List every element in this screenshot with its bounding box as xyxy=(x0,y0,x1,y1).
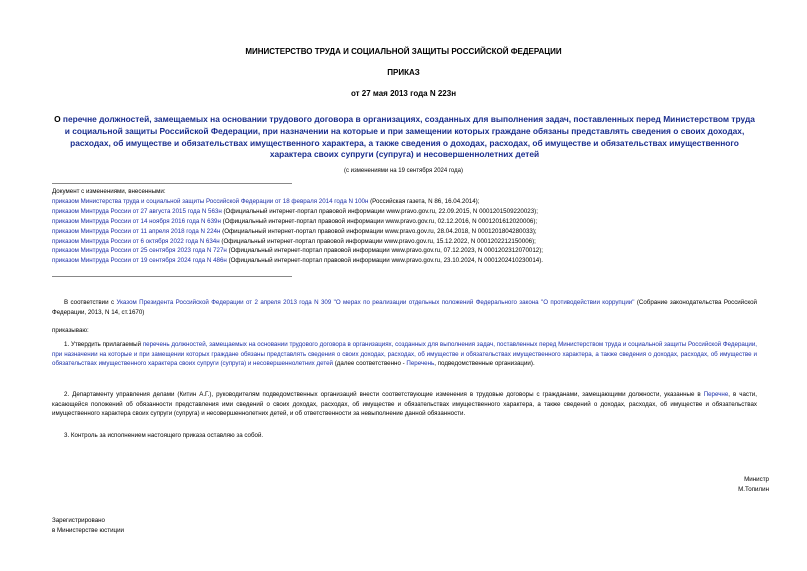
amendment-source: (Официальный интернет-портал правовой информации www.pravo.gov.ru, 02.12.2016, N 0001201612020006); xyxy=(220,217,538,225)
ministry-heading: МИНИСТЕРСТВО ТРУДА И СОЦИАЛЬНОЙ ЗАЩИТЫ РОССИЙСКОЙ ФЕДЕРАЦИИ xyxy=(245,47,562,56)
amendment-source: (Официальный интернет-портал правовой информации www.pravo.gov.ru, 15.12.2022, N 0001202212150006); xyxy=(219,237,536,245)
amendments-list xyxy=(52,187,772,266)
amendment-item xyxy=(52,197,772,207)
amendment-item xyxy=(52,227,772,237)
amendment-source: (Официальный интернет-портал правовой информации www.pravo.gov.ru, 22.09.2015, N 0001201509220023); xyxy=(221,207,538,215)
amendment-link[interactable]: приказом Минтруда России от 25 сентября 2023 года N 727н xyxy=(52,247,227,255)
date-number-heading: от 27 мая 2013 года N 223н xyxy=(350,89,457,98)
amendment-source: (Официальный интернет-портал правовой информации www.pravo.gov.ru, 07.12.2023, N 0001202312070012); xyxy=(226,247,544,255)
amendments-bottom-rule xyxy=(52,276,292,277)
basis-link[interactable]: Указом Президента Российской Федерации от 2 апреля 2013 года N 309 "О мерах по реализации отдельных положений Федерального закона "О противодействии коррупции" xyxy=(116,299,635,306)
registration-line-2: в Министерстве юстиции xyxy=(52,527,125,534)
amendment-link[interactable]: приказом Минтруда России от 27 августа 2015 года N 563н xyxy=(52,207,222,215)
point-2-prefix: 2. Департаменту управления делами (Китин А.Г.), руководителям подведомственных организаций внести соответствующие изменения в трудовые договоры с гражданами, замещающими должности, указанные в xyxy=(64,391,704,398)
amendment-item xyxy=(52,237,772,247)
point-1-link-list[interactable]: Перечень xyxy=(406,360,435,367)
point-2 xyxy=(52,390,757,419)
point-1-mid: (далее соответственно - xyxy=(333,360,407,367)
amendment-item xyxy=(52,256,772,266)
amendment-item xyxy=(52,217,772,227)
point-2-rest: , в части, касающейся положений об обязанности представления ими сведений о своих доходах, расходах, об имуществе и обязательствах имущественного характера, а также сведений о доходах, расходах, об имуществе и обязательствах имущественного характера своих супруги (супруга) и несовершеннолетних детей, и об ответственности за невыполнение данной обязанности. xyxy=(52,391,757,417)
amendments-top-rule xyxy=(52,183,292,184)
title-link[interactable]: перечне должностей, замещаемых на основании трудового договора в организациях, созданных для выполнения задач, поставленных перед Министерством труда и социальной защиты Российской Федерации, при назначении на которые и при замещении которых граждане обязаны представлять сведения о своих доходах, расходах, об имуществе и обязательствах имущественного характера, а также сведения о доходах, расходах, об имуществе и обязательствах имущественного характера своих супруги (супруга) и несовершеннолетних детей xyxy=(62,114,755,160)
amendment-link[interactable]: приказом Минтруда России от 11 апреля 2018 года N 224н xyxy=(52,227,221,235)
amendment-link[interactable]: приказом Минтруда России от 14 ноября 2016 года N 639н xyxy=(52,217,221,225)
signature-role: Министр xyxy=(744,476,769,483)
edition-note: (с изменениями на 19 сентября 2024 года) xyxy=(344,168,463,174)
amendment-source: (Официальный интернет-портал правовой информации www.pravo.gov.ru, 23.10.2024, N 0001202410230014). xyxy=(226,257,544,265)
amendment-link[interactable]: приказом Минтруда России от 6 октября 2022 года N 634н xyxy=(52,237,220,245)
doc-type-heading: ПРИКАЗ xyxy=(387,68,420,77)
amendment-source: (Официальный интернет-портал правовой информации www.pravo.gov.ru, 28.04.2018, N 0001201804280033); xyxy=(220,227,537,235)
point-1-link[interactable]: перечень должностей, замещаемых на основании трудового договора в организациях, созданных для выполнения задач, поставленных перед Министерством труда и социальной защиты Российской Федерации, при назначении на которые и при замещении которых граждане обязаны представлять сведения о своих доходах, расходах, об имуществе и обязательствах имущественного характера, а также сведения о доходах, расходах, об имуществе и обязательствах имущественного характера своих супруги (супруга) и несовершеннолетних детей xyxy=(52,341,758,367)
point-1 xyxy=(52,340,757,369)
amendment-item xyxy=(52,246,772,256)
amendment-link[interactable]: приказом Министерства труда и социальной защиты Российской Федерации от 18 февраля 2014 года N 100н xyxy=(52,197,369,205)
point-3: 3. Контроль за исполнением настоящего приказа оставляю за собой. xyxy=(64,432,264,439)
amendment-source: (Российская газета, N 86, 16.04.2014); xyxy=(368,197,480,205)
registration-line-1: Зарегистрировано xyxy=(52,517,105,524)
point-2-link[interactable]: Перечне xyxy=(703,391,729,398)
document-title xyxy=(52,114,757,161)
basis-paragraph xyxy=(52,298,757,317)
amendment-link[interactable]: приказом Минтруда России от 19 сентября 2024 года N 486н xyxy=(52,257,227,265)
title-prefix: О xyxy=(54,114,63,124)
point-1-prefix: 1. Утвердить прилагаемый xyxy=(64,341,143,348)
signature-name: М.Топилин xyxy=(738,486,769,493)
amendments-intro: Документ с изменениями, внесенными: xyxy=(52,188,166,195)
amendment-item xyxy=(52,207,772,217)
point-1-rest: , подведомственные организации). xyxy=(434,360,535,367)
basis-rest: (Собрание законодательства Российской Федерации, 2013, N 14, ст.1670) xyxy=(52,299,757,316)
basis-prefix: В соответствии с xyxy=(64,299,117,306)
order-word: приказываю: xyxy=(52,327,89,334)
